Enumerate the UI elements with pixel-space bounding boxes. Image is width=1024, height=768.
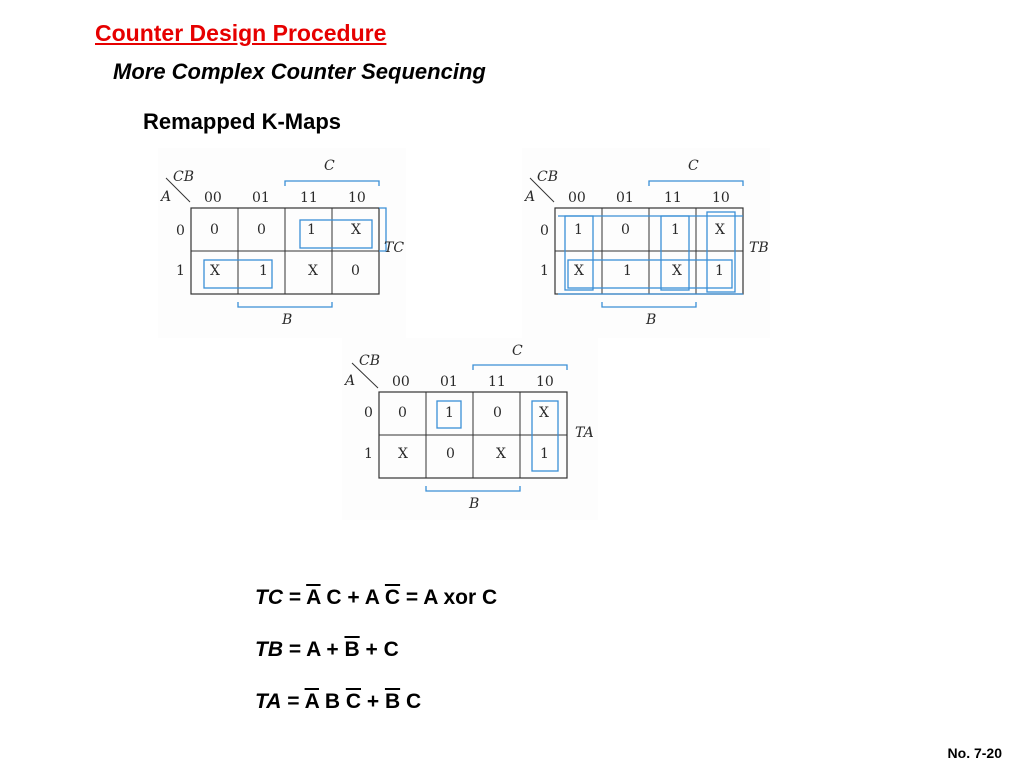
kmap-tb-svg (522, 148, 770, 338)
col-header: 01 (440, 374, 458, 390)
equation-term: $\overline{C}$ (384, 586, 401, 609)
kmap-corner-left: A (525, 189, 536, 205)
equation-eq: = (281, 690, 305, 713)
kmap-cell: X (351, 222, 361, 238)
kmap-c-bracket (473, 365, 567, 370)
kmap-c-label: C (512, 343, 523, 359)
kmap-c-label: C (324, 158, 335, 174)
equation-lhs: TA (255, 690, 282, 713)
kmap-output-label: TB (749, 240, 769, 256)
kmap-tc-svg (158, 148, 406, 338)
kmap-cell: X (672, 263, 682, 279)
section-heading: Remapped K-Maps (143, 109, 342, 134)
equation-term: C + A (320, 586, 385, 609)
kmap-cell: 0 (351, 263, 360, 279)
kmap-cell: X (398, 446, 408, 462)
kmap-cell: X (539, 405, 549, 421)
kmap-cell: 0 (257, 222, 266, 238)
col-header: 00 (392, 374, 410, 390)
col-header: 10 (712, 190, 730, 206)
kmap-tc (158, 148, 406, 338)
equation-lhs: TB (255, 638, 283, 661)
kmap-cell: 1 (540, 446, 549, 462)
kmap-corner-left: A (161, 189, 172, 205)
col-header: 00 (568, 190, 586, 206)
row-header: 0 (540, 223, 549, 239)
equation-term: = A xor C (400, 586, 498, 609)
kmap-corner-top: CB (537, 169, 558, 185)
col-header: 11 (488, 374, 506, 390)
kmap-cell: 0 (446, 446, 455, 462)
kmap-tb (522, 148, 770, 338)
kmap-b-bracket (238, 302, 332, 307)
row-header: 1 (176, 263, 185, 279)
kmap-cell: 0 (398, 405, 407, 421)
kmap-b-label: B (282, 312, 293, 328)
kmap-corner-top: CB (173, 169, 194, 185)
col-header: 10 (536, 374, 554, 390)
slide-subtitle: More Complex Counter Sequencing (113, 59, 486, 84)
kmap-corner-top: CB (359, 353, 380, 369)
col-header: 11 (664, 190, 682, 206)
kmap-cell: X (308, 263, 318, 279)
kmap-cell: 0 (621, 222, 630, 238)
kmap-cell: X (574, 263, 584, 279)
equation-eq: = (283, 638, 307, 661)
equation-term: + C (359, 638, 399, 661)
row-header: 0 (176, 223, 185, 239)
page-number: No. 7-20 (947, 745, 1002, 761)
kmap-b-bracket (426, 486, 520, 491)
equation-term: B (318, 690, 346, 713)
equation-tc (255, 586, 497, 610)
kmap-cell: 1 (259, 263, 268, 279)
equation-term: C (400, 690, 422, 713)
equation-term: + (361, 690, 385, 713)
kmap-cell: 1 (671, 222, 680, 238)
equation-term: A + (306, 638, 345, 661)
equation-tb (255, 638, 399, 662)
kmap-output-label: TA (575, 425, 594, 441)
row-header: 1 (364, 446, 373, 462)
col-header: 10 (348, 190, 366, 206)
kmap-cell: 1 (715, 263, 724, 279)
equation-term: $\overline{B}$ (344, 638, 360, 661)
col-header: 00 (204, 190, 222, 206)
equation-term: $\overline{B}$ (384, 690, 401, 713)
kmap-cell: 1 (307, 222, 316, 238)
kmap-cell: 1 (623, 263, 632, 279)
kmap-c-bracket (285, 181, 379, 186)
row-header: 1 (540, 263, 549, 279)
col-header: 01 (616, 190, 634, 206)
equation-term: $\overline{C}$ (345, 690, 361, 713)
kmap-output-label: TC (384, 240, 405, 256)
col-header: 01 (252, 190, 270, 206)
equation-eq: = (283, 586, 307, 609)
kmap-b-label: B (469, 496, 480, 512)
kmap-cell: 1 (445, 405, 454, 421)
kmap-b-bracket (602, 302, 696, 307)
kmap-corner-left: A (345, 373, 356, 389)
equation-lhs: TC (255, 586, 283, 609)
kmap-cell: 0 (210, 222, 219, 238)
equation-term: $\overline{A}$ (304, 690, 319, 713)
kmap-cell: X (496, 446, 506, 462)
kmap-cell: X (715, 222, 725, 238)
equation-ta (255, 690, 421, 714)
kmap-cell: 0 (493, 405, 502, 421)
col-header: 11 (300, 190, 318, 206)
row-header: 0 (364, 405, 373, 421)
kmap-cell: 1 (574, 222, 583, 238)
slide-title: Counter Design Procedure (95, 20, 387, 46)
kmap-b-label: B (646, 312, 657, 328)
kmap-ta (342, 338, 598, 520)
kmap-ta-svg (342, 338, 598, 520)
kmap-cell: X (210, 263, 220, 279)
kmap-c-bracket (649, 181, 743, 186)
equation-term: $\overline{A}$ (306, 586, 321, 609)
kmap-c-label: C (688, 158, 699, 174)
